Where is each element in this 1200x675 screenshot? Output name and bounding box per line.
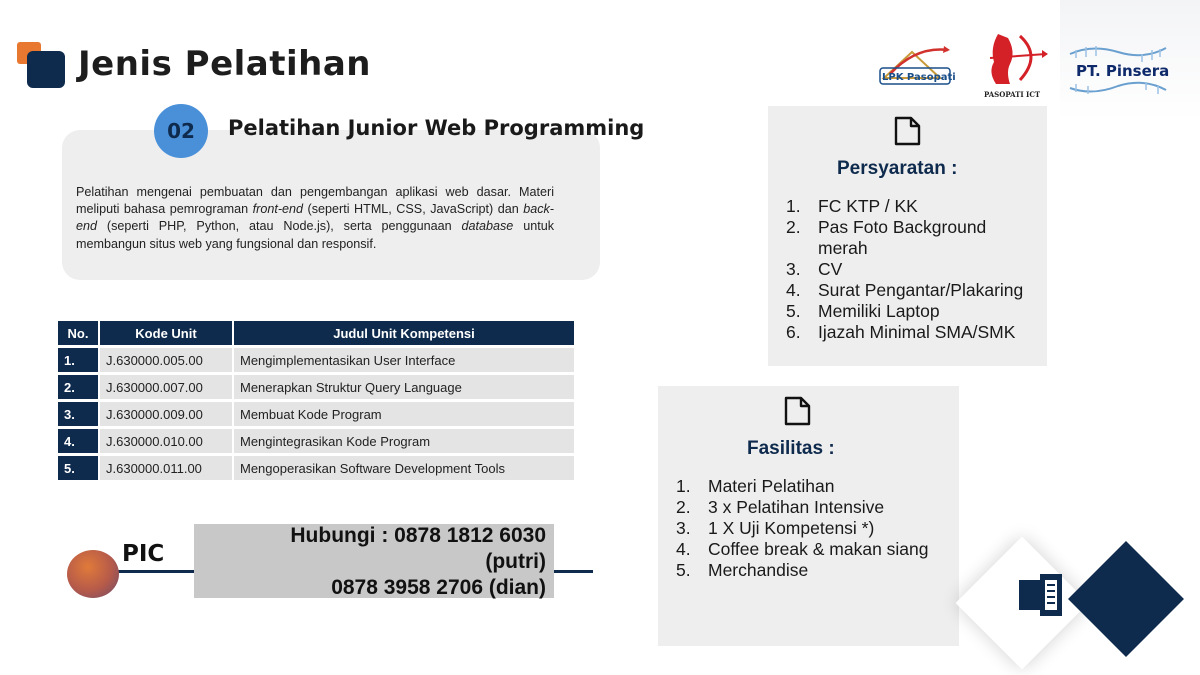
page-title: Jenis Pelatihan [78, 44, 371, 84]
lpk-pasopati-logo [878, 38, 956, 96]
document-icon [891, 115, 923, 147]
list-item: 3. CV [786, 259, 843, 279]
row-no: 1. [58, 348, 98, 372]
table-row [58, 402, 574, 426]
header-no: No. [58, 321, 98, 345]
row-judul: Membuat Kode Program [232, 402, 574, 426]
pic-contact-line1: Hubungi : 0878 1812 6030 [290, 524, 546, 547]
fasilitas-list [676, 476, 946, 581]
pic-contact-line3: 0878 3958 2706 (dian) [331, 576, 546, 599]
persyaratan-card [768, 106, 1047, 366]
list-item: 2. Pas Foto Background merah [786, 217, 987, 258]
row-kode: J.630000.011.00 [98, 456, 232, 480]
header-kode-unit: Kode Unit [98, 321, 232, 345]
program-number-badge: 02 [154, 104, 208, 158]
row-no: 4. [58, 429, 98, 453]
program-title: Pelatihan Junior Web Programming [228, 116, 645, 140]
row-judul: Menerapkan Struktur Query Language [232, 375, 574, 399]
pasopati-ict-logo [976, 28, 1048, 102]
table-row [58, 348, 574, 372]
pic-circle-icon [67, 550, 119, 598]
row-kode: J.630000.009.00 [98, 402, 232, 426]
row-judul: Mengintegrasikan Kode Program [232, 429, 574, 453]
row-no: 2. [58, 375, 98, 399]
row-kode: J.630000.010.00 [98, 429, 232, 453]
lpk-logo-text: LPK Pasopati [882, 72, 956, 83]
list-item: 5. Memiliki Laptop [786, 301, 940, 321]
row-judul: Mengimplementasikan User Interface [232, 348, 574, 372]
pic-contact-box [194, 524, 554, 598]
ict-logo-text: PASOPATI ICT [984, 90, 1041, 99]
list-item: 1. Materi Pelatihan [676, 476, 835, 496]
fasilitas-title: Fasilitas : [747, 438, 835, 459]
row-kode: J.630000.007.00 [98, 375, 232, 399]
list-item: 5. Merchandise [676, 560, 809, 580]
decorative-diamond-navy [1068, 541, 1184, 657]
list-item: 4. Coffee break & makan siang [676, 539, 929, 559]
pic-label: PIC [122, 541, 165, 567]
pic-contact-line2: (putri) [485, 550, 546, 573]
list-item: 3. 1 X Uji Kompetensi *) [676, 518, 875, 538]
program-description: Pelatihan mengenai pembuatan dan pengembangan aplikasi web dasar. Materi meliputi bahasa pemrograman front-end (seperti HTML, CSS, JavaScript) dan back-end (seperti PHP, Python, atau Node.js), serta penggunaan database untuk membangun situs web yang fungsional dan responsif. [76, 185, 555, 251]
list-item: 2. 3 x Pelatihan Intensive [676, 497, 885, 517]
fasilitas-card [658, 386, 959, 646]
pinsera-logo-text: PT. Pinsera [1076, 62, 1170, 80]
competency-table [58, 318, 574, 483]
row-kode: J.630000.005.00 [98, 348, 232, 372]
list-item: 4. Surat Pengantar/Plakaring [786, 280, 1024, 300]
document-icon [781, 395, 813, 427]
persyaratan-list [786, 196, 1036, 343]
row-no: 5. [58, 456, 98, 480]
pic-contact-text [290, 523, 546, 601]
row-no: 3. [58, 402, 98, 426]
title-mark-icon [17, 42, 65, 88]
list-item: 6. Ijazah Minimal SMA/SMK [786, 322, 1016, 342]
table-row [58, 375, 574, 399]
row-judul: Mengoperasikan Software Development Tools [232, 456, 574, 480]
list-item: 1. FC KTP / KK [786, 196, 918, 216]
building-icon [1018, 572, 1066, 618]
persyaratan-title: Persyaratan : [837, 158, 958, 179]
table-row [58, 429, 574, 453]
header-judul: Judul Unit Kompetensi [232, 321, 574, 345]
table-row [58, 456, 574, 480]
table-header-row [58, 321, 574, 345]
pinsera-logo [1062, 40, 1174, 100]
